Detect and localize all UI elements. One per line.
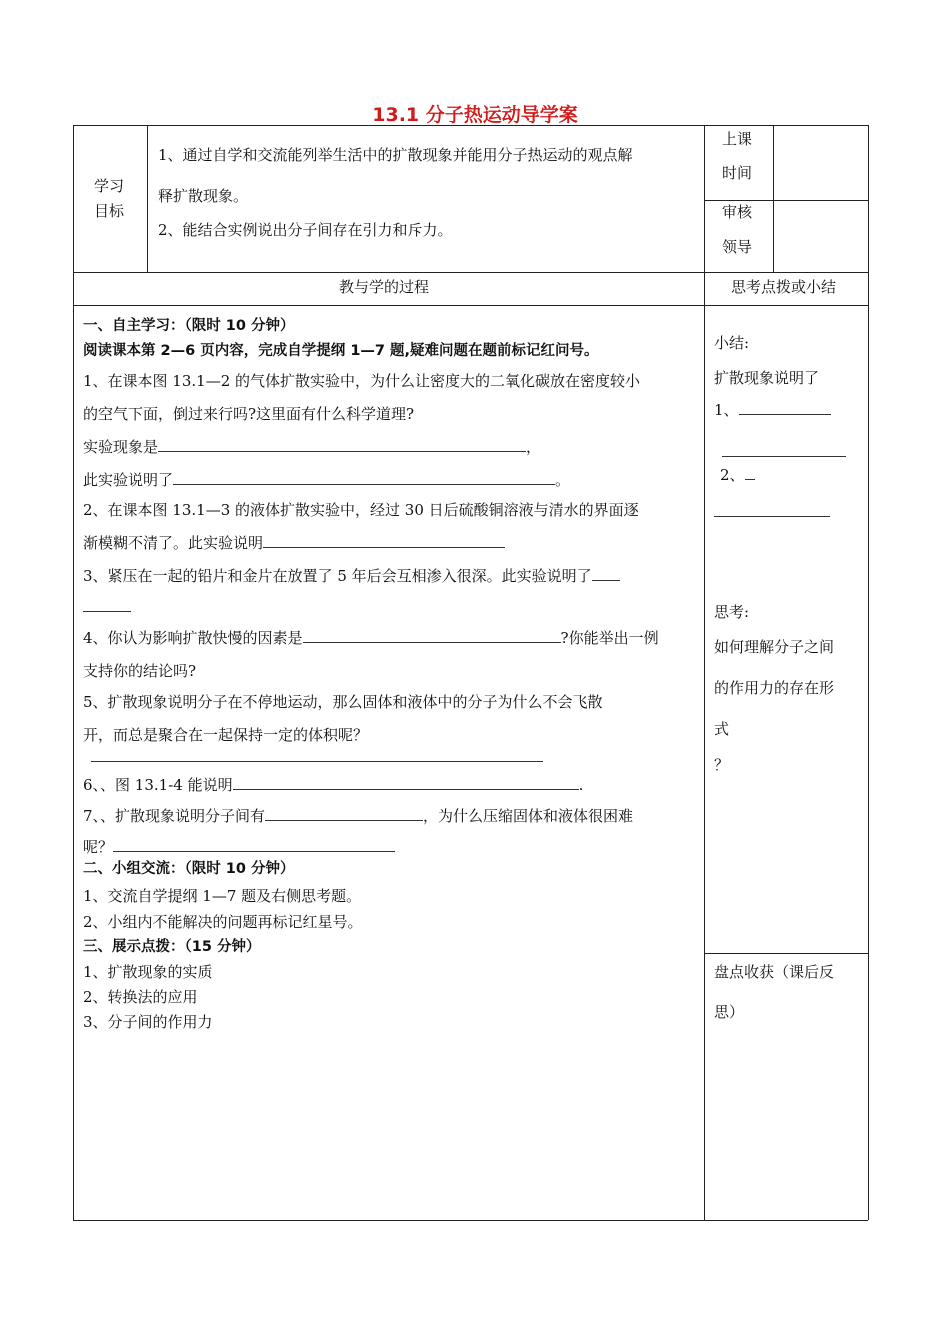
q4-label-end: ?你能举出一例: [560, 629, 659, 647]
q4-label: 4、你认为影响扩散快慢的因素是: [83, 629, 303, 647]
process-header: 教与学的过程: [339, 278, 430, 296]
notes-header: 思考点拨或小结: [731, 278, 837, 296]
q7-label-end: ，为什么压缩固体和液体很困难: [423, 807, 634, 825]
q4-blank[interactable]: [303, 628, 561, 643]
q1-observation-label: 实验现象是: [83, 438, 159, 456]
summary-item-2-blank[interactable]: [745, 465, 755, 480]
class-time-label-line2: 时间: [722, 164, 753, 182]
q7-question-end: 呢？: [83, 838, 114, 856]
harvest-line-2: 思）: [714, 1003, 745, 1021]
summary-item-1-blank[interactable]: [739, 400, 831, 415]
q2-line2: [83, 533, 505, 553]
section-2-title: 二、小组交流：（限时 10 分钟）: [83, 861, 295, 877]
think-line-3: 式: [714, 720, 730, 738]
goal-2: 2、能结合实例说出分子间存在引力和斥力。: [158, 221, 453, 239]
summary-item-1-blank-2[interactable]: [722, 456, 846, 457]
q6-label: 6、、图 13.1-4 能说明: [83, 776, 233, 794]
review-label-line1: 审核: [722, 203, 753, 221]
q5-line1: 5、扩散现象说明分子在不停地运动，那么固体和液体中的分子为什么不会飞散: [83, 693, 603, 711]
q1-conclusion-blank[interactable]: [173, 470, 555, 485]
section-3-item-3: 3、分子间的作用力: [83, 1013, 213, 1031]
goal-1-line2: 释扩散现象。: [158, 187, 249, 205]
q7-blank[interactable]: [265, 806, 423, 821]
q3-blank-a[interactable]: [592, 566, 620, 581]
section-3-title: 三、展示点拨：（15 分钟）: [83, 939, 261, 955]
goal-label-line1: 学习: [94, 177, 125, 195]
q1-conclusion-label: 此实验说明了: [83, 471, 174, 489]
section-2-item-1: 1、交流自学提纲 1—7 题及右侧思考题。: [83, 887, 362, 905]
q3-blank-b[interactable]: [83, 611, 131, 612]
review-label-line2: 领导: [722, 238, 753, 256]
q1-line2: 的空气下面，倒过来行吗?这里面有什么科学道理?: [83, 405, 415, 423]
section-1-title: 一、自主学习：（限时 10 分钟）: [83, 318, 295, 334]
summary-item-1: [714, 400, 831, 420]
think-label: 思考:: [714, 603, 750, 621]
section-3-item-2: 2、转换法的应用: [83, 988, 198, 1006]
summary-item-2-blank-2[interactable]: [714, 516, 830, 517]
summary-text: 扩散现象说明了: [714, 369, 820, 387]
think-line-2: 的作用力的存在形: [714, 679, 835, 697]
q7-answer-blank[interactable]: [113, 837, 395, 852]
goal-1-line1: 1、通过自学和交流能列举生活中的扩散现象并能用分子热运动的观点解: [158, 146, 633, 164]
summary-item-1-label: 1、: [714, 401, 739, 419]
q7-label: 7、、扩散现象说明分子间有: [83, 807, 266, 825]
q1-line1: 1、在课本图 13.1—2 的气体扩散实验中，为什么让密度大的二氧化碳放在密度较小: [83, 372, 641, 390]
q1-conclusion: [83, 470, 570, 490]
class-time-label-line1: 上课: [722, 130, 753, 148]
q2-blank[interactable]: [263, 533, 505, 548]
q1-observation: [83, 437, 541, 457]
summary-item-2-label: 2、: [720, 466, 745, 484]
q5-answer-line[interactable]: [91, 761, 543, 762]
think-line-1: 如何理解分子之间: [714, 638, 835, 656]
q3-line1: [83, 566, 620, 586]
q7-line2: [83, 837, 395, 857]
section-2-item-2: 2、小组内不能解决的问题再标记红星号。: [83, 913, 363, 931]
q6-blank[interactable]: [233, 775, 579, 790]
q5-line2: 开，而总是聚合在一起保持一定的体积呢？: [83, 726, 369, 744]
q4-line2: 支持你的结论吗?: [83, 662, 197, 680]
q6: [83, 775, 583, 795]
q1-observation-blank[interactable]: [158, 437, 526, 452]
summary-item-2: [720, 465, 755, 485]
q1-conclusion-end: 。: [555, 471, 571, 489]
section-3-item-1: 1、扩散现象的实质: [83, 963, 213, 981]
goal-label-line2: 目标: [94, 202, 125, 220]
q7-line1: [83, 806, 633, 826]
q4-line1: [83, 628, 659, 648]
harvest-line-1: 盘点收获（课后反: [714, 963, 835, 981]
page-title: 13.1 分子热运动导学案: [372, 104, 578, 126]
think-line-4: ？: [714, 756, 730, 774]
section-1-instruction: 阅读课本第 2—6 页内容，完成自学提纲 1—7 题,疑难问题在题前标记红问号。: [83, 343, 599, 359]
summary-label: 小结:: [714, 334, 750, 352]
q6-end: .: [578, 776, 584, 794]
q2-label: 渐模糊不清了。此实验说明: [83, 534, 264, 552]
q3-label: 3、紧压在一起的铅片和金片在放置了 5 年后会互相渗入很深。此实验说明了: [83, 567, 592, 585]
q2-line1: 2、在课本图 13.1—3 的液体扩散实验中，经过 30 日后硫酸铜溶液与清水的界面逐: [83, 501, 639, 519]
q1-observation-end: ，: [526, 438, 542, 456]
